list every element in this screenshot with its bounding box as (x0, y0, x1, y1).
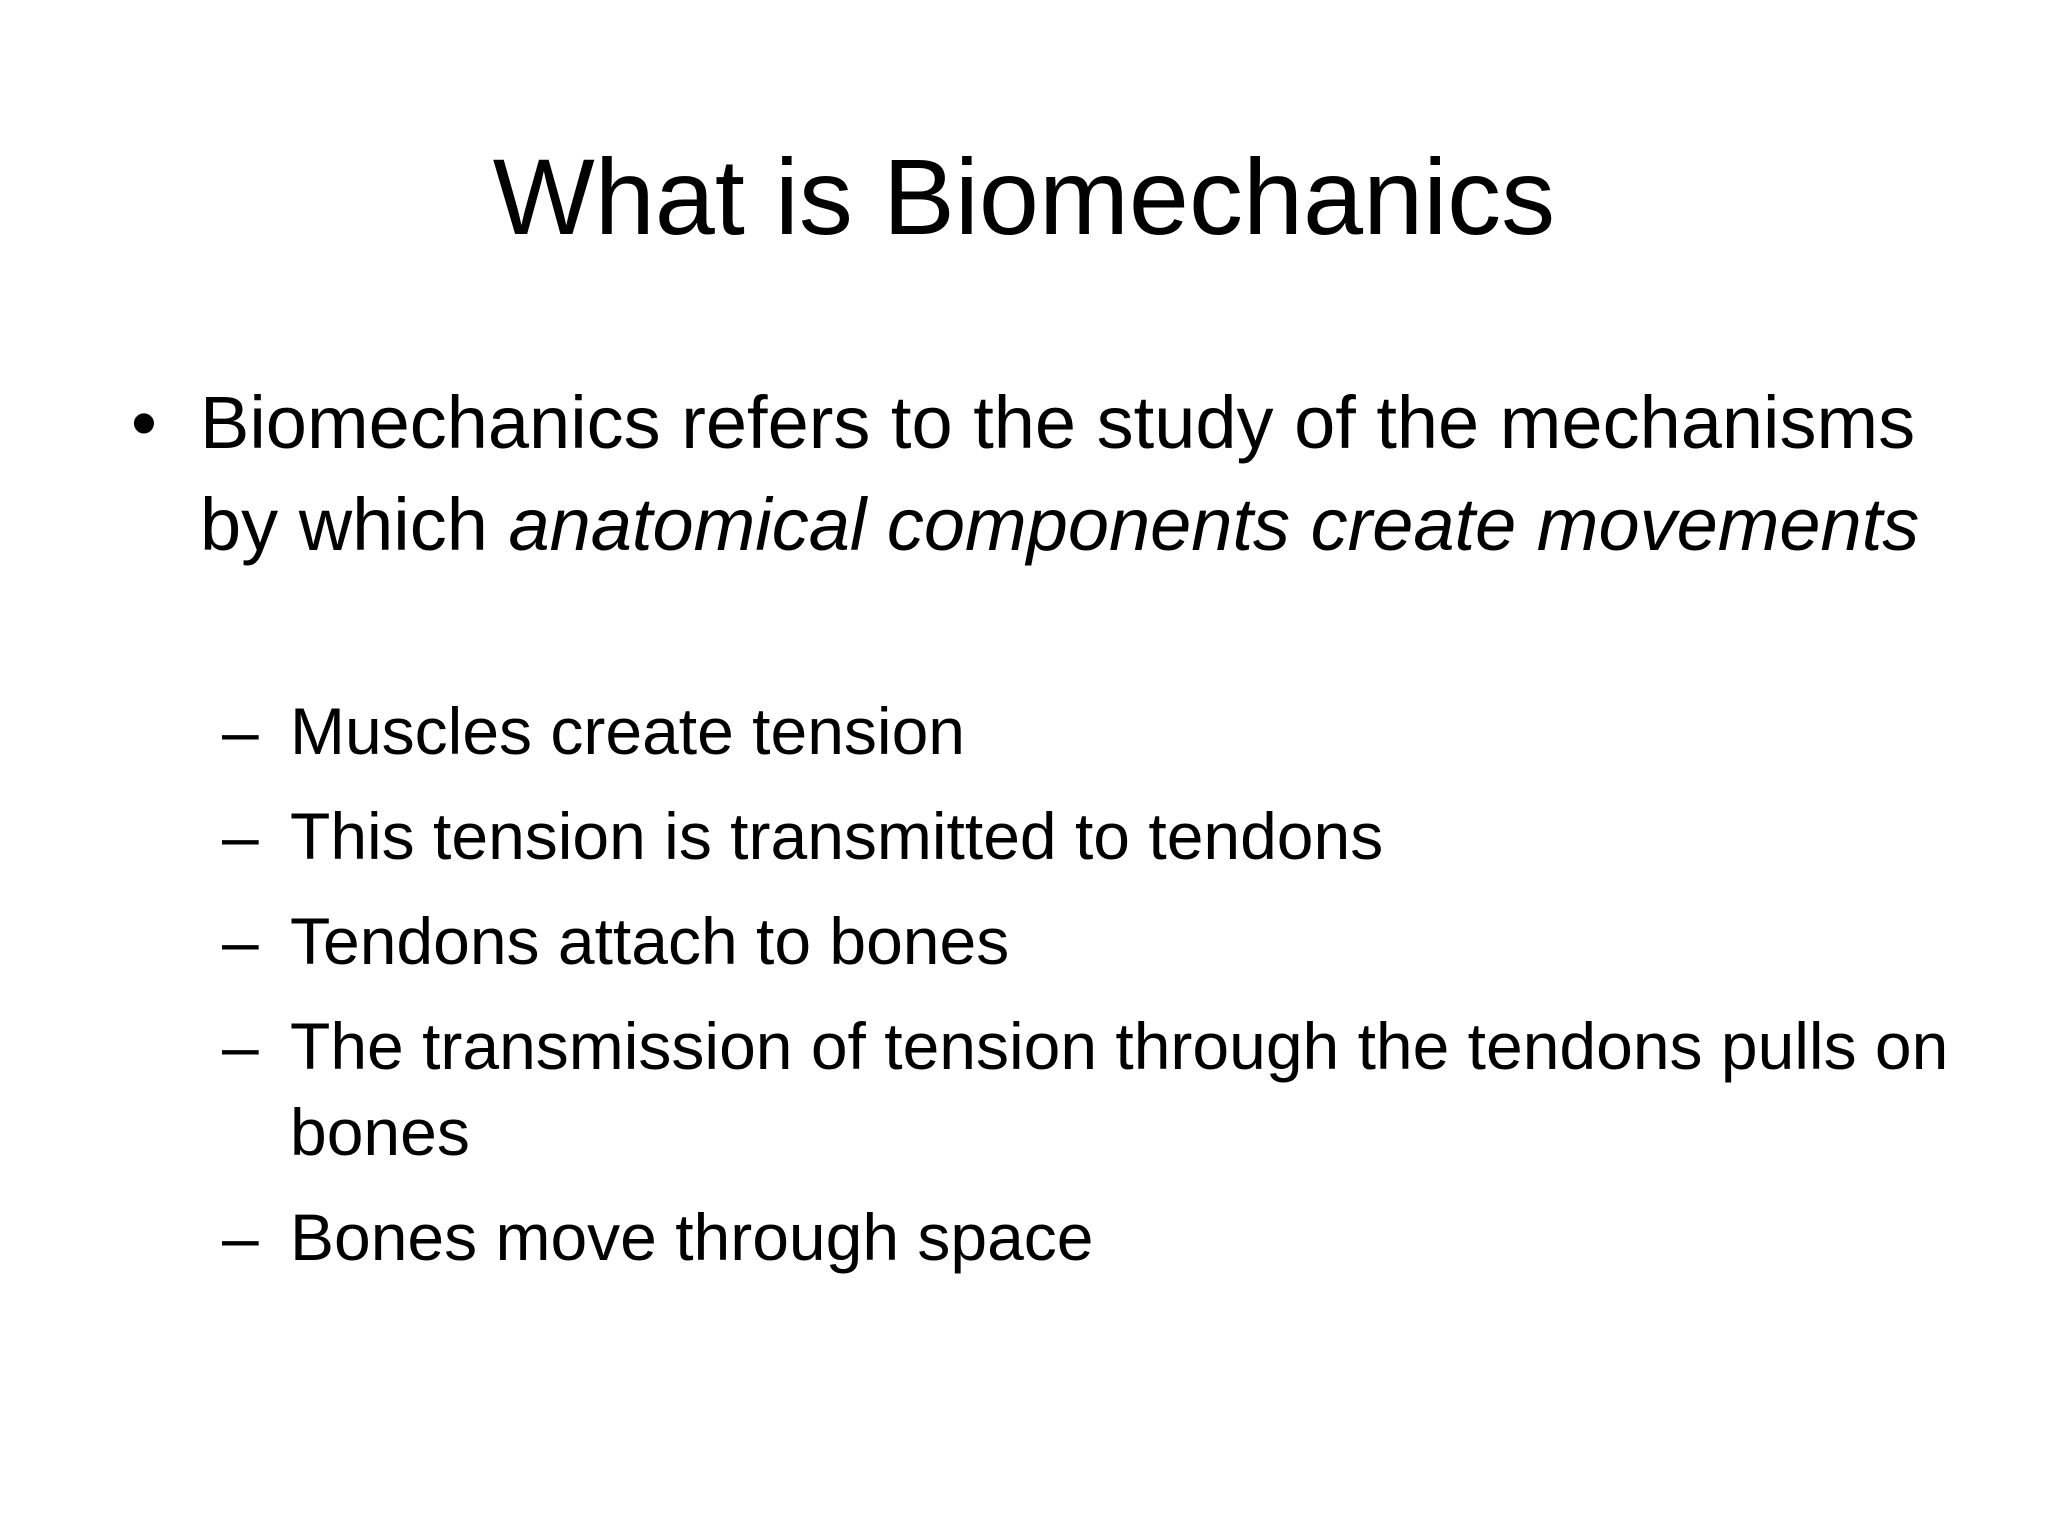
dash-marker: – (222, 904, 259, 978)
main-bullet-text-italic: anatomical components create movements (508, 483, 1920, 566)
main-bullet (131, 372, 1960, 576)
sub-bullet-item (222, 898, 1990, 984)
main-bullet-text (200, 381, 1919, 566)
dash-marker: – (222, 1009, 259, 1083)
sub-bullet-text: This tension is transmitted to tendons (290, 799, 1384, 873)
dash-marker: – (222, 799, 259, 873)
dash-marker: – (222, 694, 259, 768)
sub-bullet-text: Muscles create tension (290, 694, 965, 768)
sub-bullet-text: Bones move through space (290, 1200, 1094, 1274)
sub-bullet-item (222, 793, 1990, 879)
sub-bullet-text: The transmission of tension through the tendons pulls on bones (290, 1009, 1949, 1169)
sub-bullet-item (222, 1003, 1990, 1175)
sub-bullet-item (222, 688, 1990, 774)
sub-bullet-text: Tendons attach to bones (290, 904, 1010, 978)
main-bullet-text-regular: Biomechanics refers to the study of the mechanisms by which (200, 381, 1916, 566)
dash-marker: – (222, 1200, 259, 1274)
sub-bullet-item (222, 1194, 1990, 1280)
sub-bullet-list (222, 688, 1990, 1299)
bullet-marker: • (131, 381, 157, 464)
slide-title: What is Biomechanics (492, 136, 1556, 257)
